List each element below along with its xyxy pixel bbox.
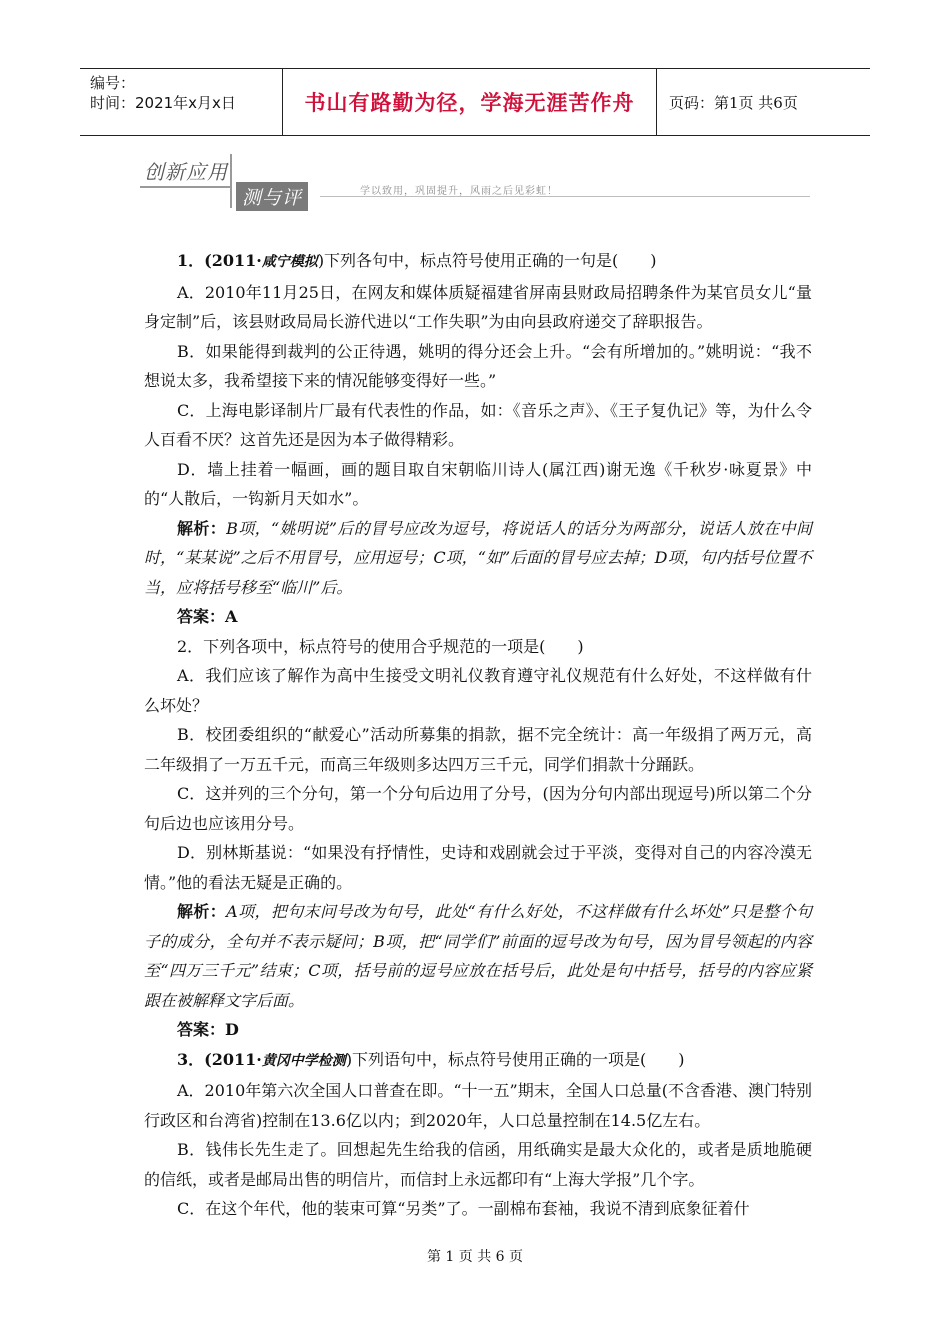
banner-title-main: 创新应用 [144,160,228,184]
question-3-number: 3．(2011· [177,1049,262,1069]
banner-decor-line-h [140,186,230,188]
document-time-label: 时间：2021年x月x日 [90,94,236,112]
question-3-stem-text: )下列语句中，标点符号使用正确的一项是( ) [345,1049,685,1069]
question-2-option-c: C．这并列的三个分句，第一个分句后边用了分号，(因为分句内部出现逗号)所以第二个分句后边也应该用分号。 [144,784,812,833]
question-1-stem-text: )下列各句中，标点符号使用正确的一句是( ) [317,251,657,270]
header-page-cell [657,69,870,135]
header-table [80,68,870,136]
question-3-option-b: B．钱伟长先生走了。回想起先生给我的信函，用纸确实是最大众化的，或者是质地脆硬的信纸，或者是邮局出售的明信片，而信封上永远都印有“上海大学报”几个字。 [144,1140,812,1189]
question-1-number: 1．(2011· [177,251,262,270]
question-1-analysis [144,514,812,603]
header-motto: 书山有路勤为径，学海无涯苦作舟 [304,90,635,115]
answer-label: 答案： [177,607,226,626]
analysis-text: A项，把句末问号改为句号，此处“有什么好处，不这样做有什么坏处”只是整个句子的成分，全句并不表示疑问；B项，把“同学们”前面的逗号改为句号，因为冒号领起的内容至“四万三千元”结束；C项，括号前的逗号应放在括号后，此处是句中括号，括号的内容应紧跟在被解释文字后面。 [144,902,812,1010]
banner-title-sub: 测与评 [236,182,308,211]
header-page-info: 页码：第1页 共6页 [669,93,798,112]
question-2-answer [144,1015,812,1045]
analysis-text: B项，“姚明说”后的冒号应改为逗号，将说话人的话分为两部分，说话人放在中间时，“某某说”之后不用冒号，应用逗号；C项，“如”后面的冒号应去掉；D项，句内括号位置不当，应将括号移至“临川”后。 [144,518,812,597]
question-3-option-a: A．2010年第六次全国人口普查在即。“十一五”期末，全国人口总量(不含香港、澳门特别行政区和台湾省)控制在13.6亿以内；到2020年，人口总量控制在14.5亿左右。 [144,1081,812,1130]
question-2-option-b: B．校团委组织的“献爱心”活动所募集的捐款，据不完全统计：高一年级捐了两万元，高二年级捐了一万五千元，而高三年级则多达四万三千元，同学们捐款十分踊跃。 [144,725,812,774]
question-1-answer [144,602,812,632]
answer-label: 答案： [177,1020,226,1039]
question-1-stem [144,246,812,278]
question-3-stem [144,1045,812,1077]
banner-decor-line-v [230,154,232,208]
document-number-label: 编号： [90,74,136,92]
question-1-option-a: A．2010年11月25日，在网友和媒体质疑福建省屏南县财政局招聘条件为某官员女儿“量身定制”后，该县财政局局长游代进以“工作失职”为由向县政府递交了辞职报告。 [144,282,812,331]
analysis-label: 解析： [177,902,227,921]
question-3-option-c: C．在这个年代，他的装束可算“另类”了。一副棉布套袖，我说不清到底象征着什 [177,1199,750,1218]
question-1-option-d: D．墙上挂着一幅画，画的题目取自宋朝临川诗人(属江西)谢无逸《千秋岁·咏夏景》中的“人散后，一钩新月天如水”。 [144,459,812,508]
answer-value: A [225,607,238,626]
question-1-source: 咸宁模拟 [261,254,318,270]
header-info-cell [80,69,283,135]
analysis-label: 解析： [177,518,227,538]
question-2-option-d: D．别林斯基说：“如果没有抒情性，史诗和戏剧就会过于平淡，变得对自己的内容冷漠无情。”他的看法无疑是正确的。 [144,843,812,892]
page-footer: 第 1 页 共 6 页 [426,1249,524,1265]
header-motto-cell [283,69,657,135]
question-2-analysis [144,897,812,1015]
section-banner [140,152,820,212]
question-1-option-b: B．如果能得到裁判的公正待遇，姚明的得分还会上升。“会有所增加的。”姚明说：“我不想说太多，我希望接下来的情况能够变得好一些。” [144,341,812,390]
question-2-option-a: A．我们应该了解作为高中生接受文明礼仪教育遵守礼仪规范有什么好处，不这样做有什么坏处？ [144,666,812,715]
question-2-stem: 2．下列各项中，标点符号的使用合乎规范的一项是( ) [177,636,584,656]
banner-slogan: 学以致用，巩固提升，风雨之后见彩虹！ [360,186,558,197]
answer-value: D [225,1020,239,1039]
question-1-option-c: C．上海电影译制片厂最有代表性的作品，如：《音乐之声》、《王子复仇记》等，为什么令人百看不厌？这首先还是因为本子做得精彩。 [144,400,812,449]
question-3-source: 黄冈中学检测 [261,1052,346,1069]
exercise-content [144,246,812,1224]
